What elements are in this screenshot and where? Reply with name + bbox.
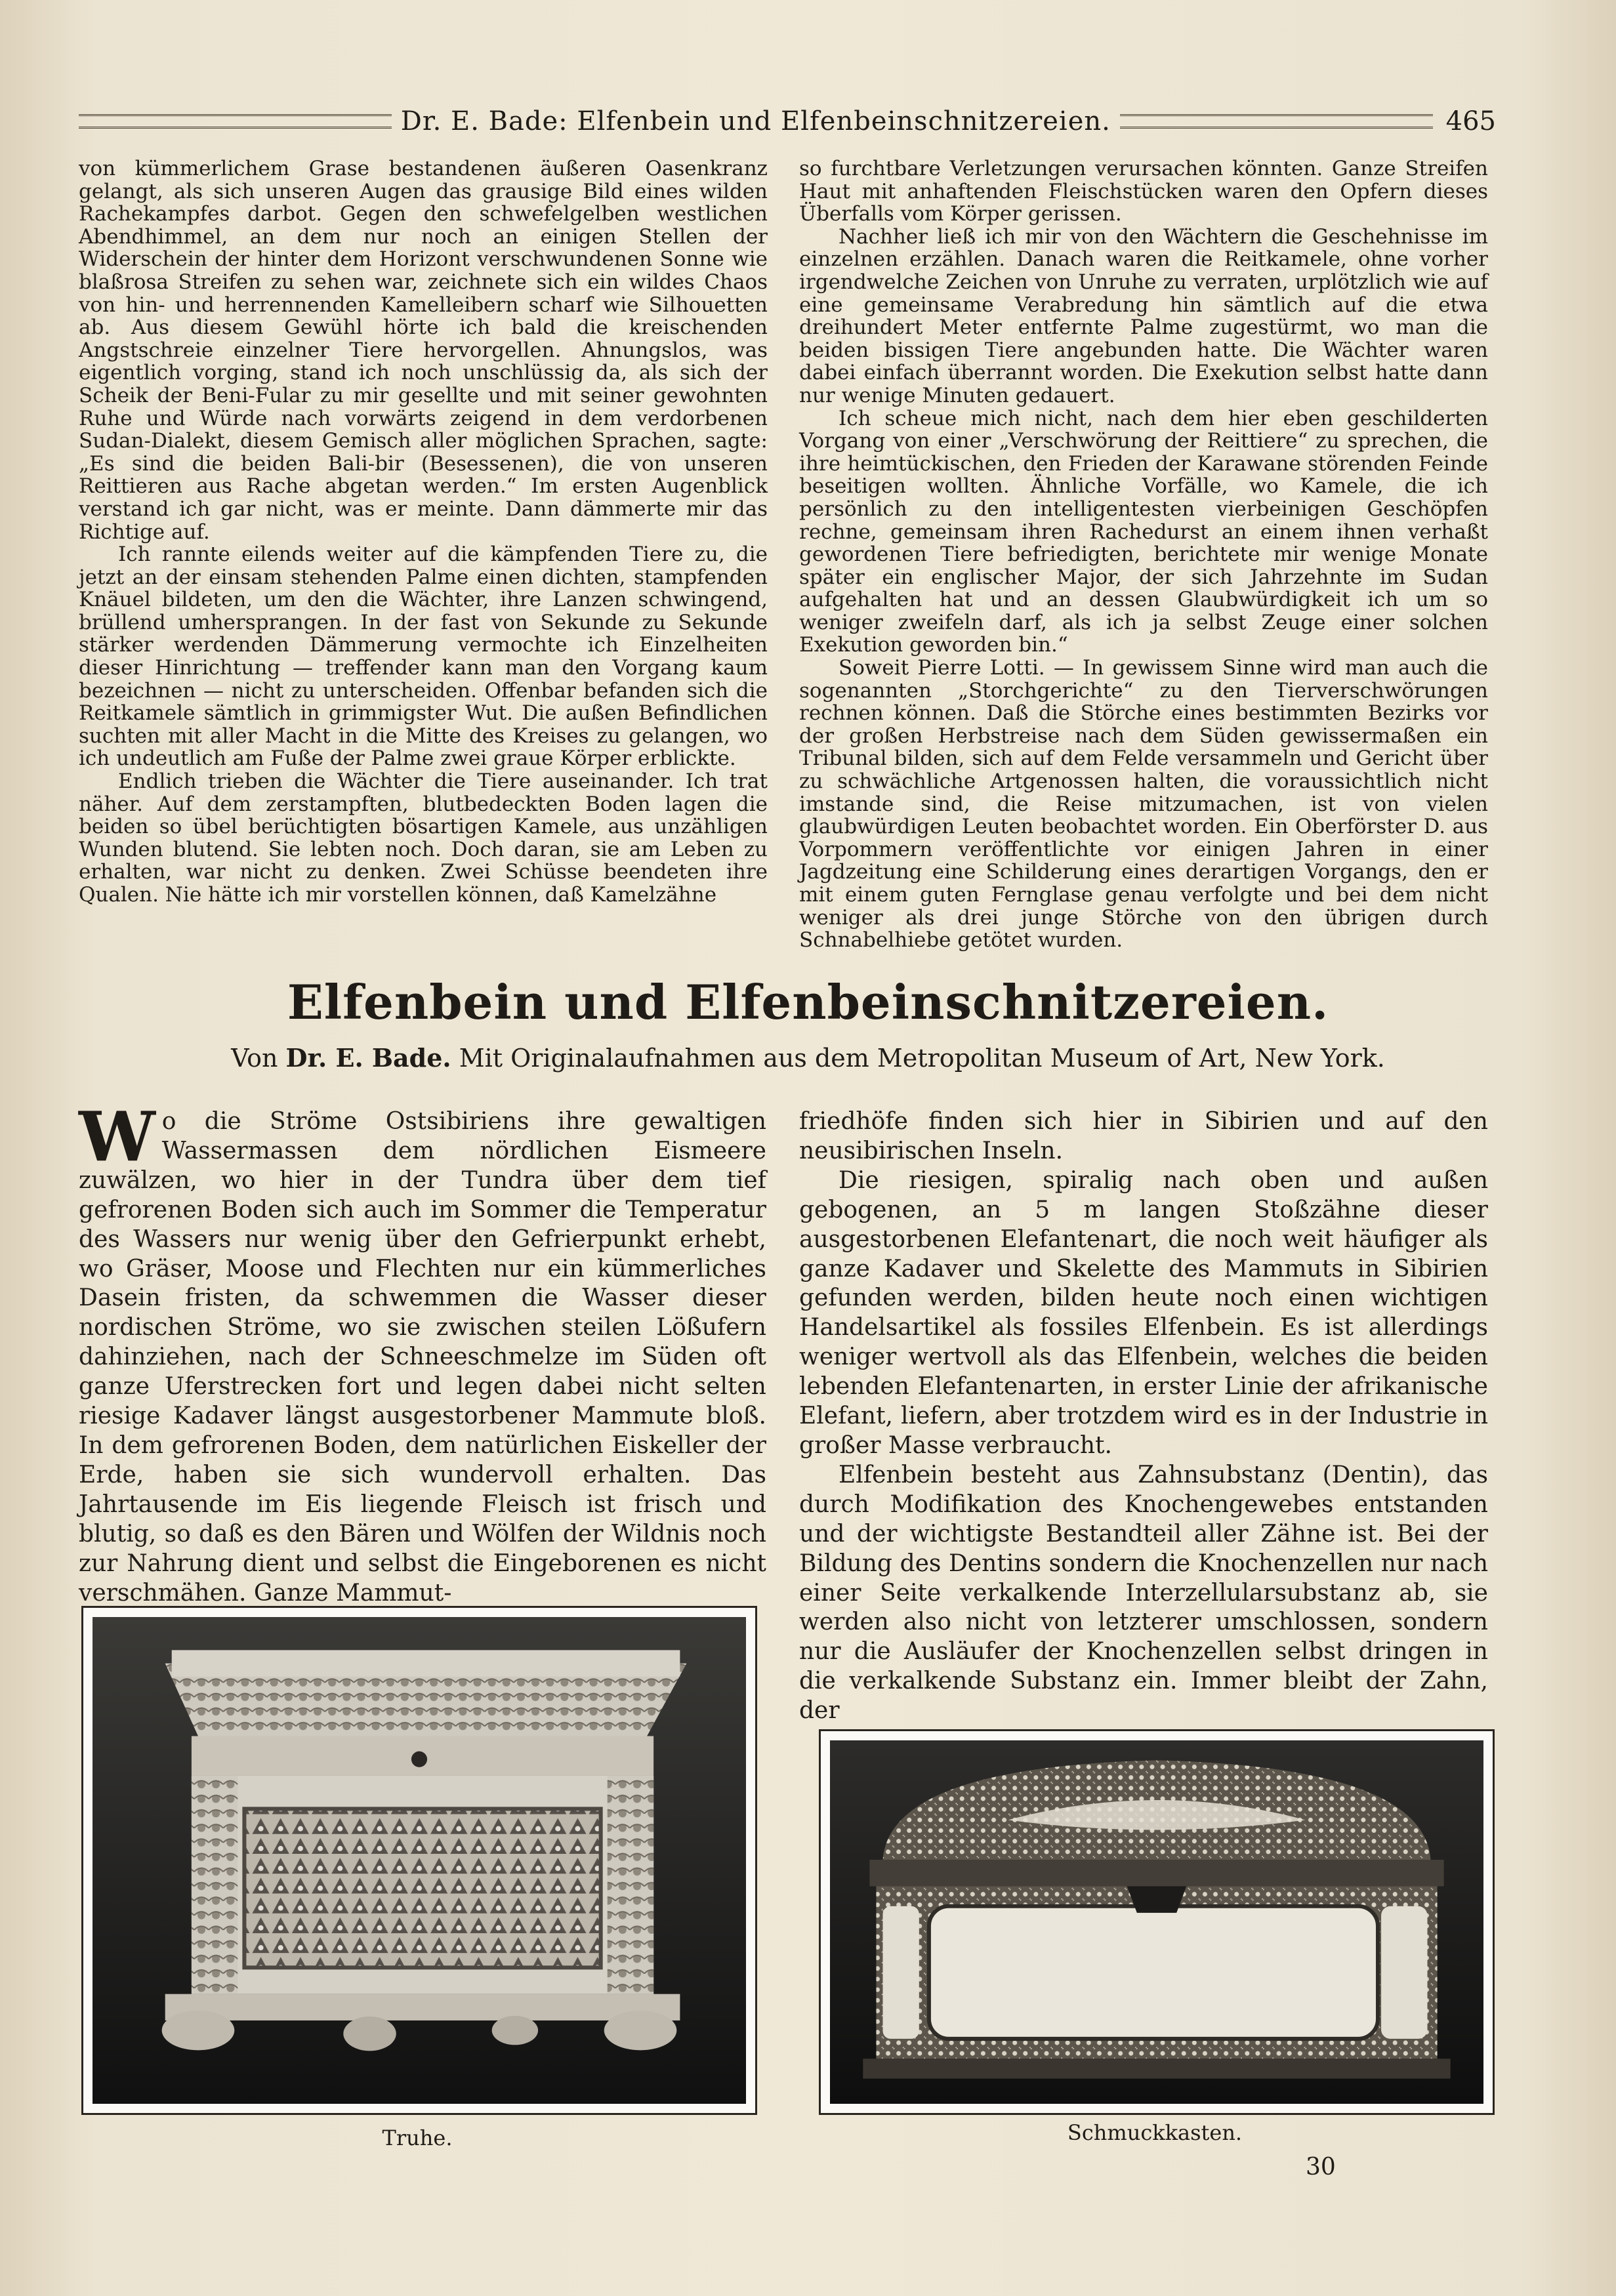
running-title: Dr. E. Bade: Elfenbein und Elfenbeinschnitzereien. [400,106,1111,136]
chest-illustration [93,1617,746,2104]
chest-image [93,1617,746,2104]
paragraph: Ich rannte eilends weiter auf die kämpfenden Tiere zu, die jetzt an der einsam stehenden Palme einen dichten, stampfenden Knäuel bildeten, um den die Wächter, ihre Lanzen schwingend, brüllend umhersprangen. In der fast von Sekunde zu Sekunde stärker werdenden Dämmerung vermochte ich Einzelheiten dieser Hinrichtung — treffender kann man den Vorgang kaum bezeichnen — nicht zu unterscheiden. Offenbar befanden sich die Reitkamele sämtlich in grimmigster Wut. Die außen Befindlichen suchten mit aller Macht in die Mitte des Kreises zu gelangen, wo ich undeutlich am Fuße der Palme zwei graue Körper erblickte. [79,543,768,771]
page-number: 465 [1445,106,1497,136]
paragraph [79,1096,766,1608]
jewelry-box-illustration [830,1740,1483,2104]
paragraph: Ich scheue mich nicht, nach dem hier eben geschilderten Vorgang von einer „Verschwörung der Reittiere“ zu sprechen, die ihre heimtückischen, den Frieden der Karawane störenden Feinde beseitigen wollten. Ähnliche Vorfälle, wo Kamele, die ich persönlich zu den intelligentesten vierbeinigen Geschöpfen rechne, gemeinsam ihren Rachedurst an einem ihnen verhaßt gewordenen Tiere befriedigten, berichtete mir wenige Monate später ein englischer Major, der sich Jahrzehnte im Sudan aufgehalten hat und an dessen Glaubwürdigkeit ich um so weniger zweifeln darf, als ich ja selbst Zeuge einer solchen Exekution geworden bin.“ [799,406,1488,657]
byline-suffix: Mit Originalaufnahmen aus dem Metropolitan Museum of Art, New York. [459,1044,1385,1073]
header-ornament-left [79,114,392,129]
top-left-column [79,157,768,907]
article-left-column [79,1096,766,1608]
article-right-column [799,1107,1488,1726]
paragraph: Endlich trieben die Wächter die Tiere auseinander. Ich trat näher. Auf dem zerstampften, blutbedeckten Boden lagen die beiden so übel berüchtigten bösartigen Kamele, aus unzähligen Wunden blutend. Sie lebten noch. Doch daran, sie am Leben zu erhalten, war nicht zu denken. Zwei Schüsse beendeten ihre Qualen. Nie hätte ich mir vorstellen können, daß Kamelzähne [79,769,768,907]
photo-chest [81,1606,757,2115]
caption-chest: Truhe. [382,2125,453,2150]
byline-prefix: Von [231,1044,278,1073]
top-right-column [799,157,1488,952]
opening-text: o die Ströme Ostsibiriens ihre gewaltigen Wassermassen dem nördlichen Eismeere zuwälzen, wo hier in der Tundra über dem tief gefrorenen Boden sich auch im Sommer die Temperatur des Wassers nur wenig über den Gefrierpunkt erhebt, wo Gräser, Moose und Flechten nur ein kümmerliches Dasein fristen, da schwemmen die Wasser dieser nordischen Ströme, wo sie zwischen steilen Lößufern dahinziehen, nach der Schneeschmelze im Süden oft ganze Uferstrecken fort und legen dabei nicht selten riesige Kadaver längst ausgestorbener Mammute bloß. In dem gefrorenen Boden, dem natürlichen Eiskeller der Erde, haben sie sich wundervoll erhalten. Das Jahrtausende im Eis liegende Fleisch ist frisch und blutig, so daß es den Bären und Wölfen der Wildnis noch zur Nahrung dient und selbst die Eingeborenen es nicht verschmähen. Ganze Mammut- [79,1108,766,1607]
paragraph: Soweit Pierre Lotti. — In gewissem Sinne wird man auch die sogenannten „Storchgerichte“ zu den Tierverschwörungen rechnen können. Daß die Störche eines bestimmten Bezirks vor der großen Herbstreise nach dem Süden gewissermaßen ein Tribunal bilden, sich auf dem Felde versammeln und Gericht über zu schwächliche Artgenossen halten, die voraussichtlich nicht imstande sind, die Reise mitzumachen, ist von vielen glaubwürdigen Leuten beobachtet worden. Ein Oberförster D. aus Vorpommern veröffentlichte vor einigen Jahren in einer Jagdzeitung eine Schilderung eines derartigen Vorgangs, den er mit einem guten Fernglase genau verfolgte und bei dem nicht weniger als drei junge Störche von den übrigen durch Schnabelhiebe getötet wurden. [799,656,1488,953]
paragraph: friedhöfe finden sich hier in Sibirien und auf den neusibirischen Inseln. [799,1108,1488,1164]
jewelry-box-image [830,1740,1483,2104]
running-header [79,98,1496,144]
signature-number: 30 [1306,2154,1336,2181]
paragraph: so furchtbare Verletzungen verursachen könnten. Ganze Streifen Haut mit anhaftenden Fleischstücken waren den Opfern dieses Überfalls vom Körper gerissen. [799,157,1488,226]
byline [0,1043,1616,1073]
caption-jewelry-box: Schmuckkasten. [1067,2120,1243,2145]
article-title: Elfenbein und Elfenbeinschnitzereien. [287,974,1329,1030]
paragraph: von kümmerlichem Grase bestandenen äußeren Oasenkranz gelangt, als sich unseren Augen das grausige Bild eines wilden Rachekampfes darbot. Gegen den schwefelgelben westlichen Abendhimmel, an dem nur noch an einigen Stellen der Widerschein der hinter dem Horizont verschwundenen Sonne wie blaßrosa Streifen zu sehen war, zeichnete sich ein wildes Chaos von hin- und herrennenden Kamelleibern scharf wie Silhouetten ab. Aus diesem Gewühl hörte ich bald die kreischenden Angstschreie einzelner Tiere hervorgellen. Ahnungslos, was eigentlich vorging, stand ich noch unschlüssig da, als sich der Scheik der Beni-Fular zu mir gesellte und mit seiner gewohnten Ruhe und Würde nach vorwärts zeigend in dem verdorbenen Sudan-Dialekt, diesem Gemisch aller möglichen Sprachen, sagte: „Es sind die beiden Bali-bir (Besessenen), die von unseren Reittieren aus Rache abgetan werden.“ Im ersten Augenblick verstand ich gar nicht, was er meinte. Dann dämmerte mir das Richtige auf. [79,157,768,544]
photo-jewelry-box [819,1729,1495,2115]
paragraph: Elfenbein besteht aus Zahnsubstanz (Dentin), das durch Modifikation des Knochengewebes entstanden und der wichtigste Bestandteil aller Zähne ist. Bei der Bildung des Dentins sondern die Knochenzellen nur nach einer Seite verkalkende Interzellularsubstanz ab, sie werden also nicht von letzterer umschlossen, sondern nur die Ausläufer der Knochenzellen selbst dringen in die verkalkende Substanz ein. Immer bleibt der Zahn, der [799,1461,1488,1725]
header-ornament-right [1120,114,1433,129]
paragraph: Die riesigen, spiralig nach oben und außen gebogenen, an 5 m langen Stoßzähne dieser ausgestorbenen Elefantenart, die noch weit häufiger als ganze Kadaver und Skelette des Mammuts in Sibirien gefunden werden, bilden heute noch einen wichtigen Handelsartikel als fossiles Elfenbein. Es ist allerdings weniger wertvoll als das Elfenbein, welches die beiden lebenden Elefantenarten, in erster Linie der afrikanische Elefant, liefern, aber trotzdem wird es in der Industrie in großer Masse verbraucht. [799,1166,1488,1459]
drop-cap: W [79,1096,155,1177]
author-name: Dr. E. Bade. [285,1043,451,1073]
paragraph: Nachher ließ ich mir von den Wächtern die Geschehnisse im einzelnen erzählen. Danach waren die Reitkamele, ohne vorher irgendwelche Zeichen von Unruhe zu verraten, urplötzlich wie auf eine gemeinsame Verabredung hin sämtlich auf die etwa dreihundert Meter entfernte Palme zugestürmt, wo man die beiden bissigen Tiere angebunden hatte. Die Wächter waren dabei einfach überrannt worden. Die Exekution selbst hatte dann nur wenige Minuten gedauert. [799,224,1488,407]
